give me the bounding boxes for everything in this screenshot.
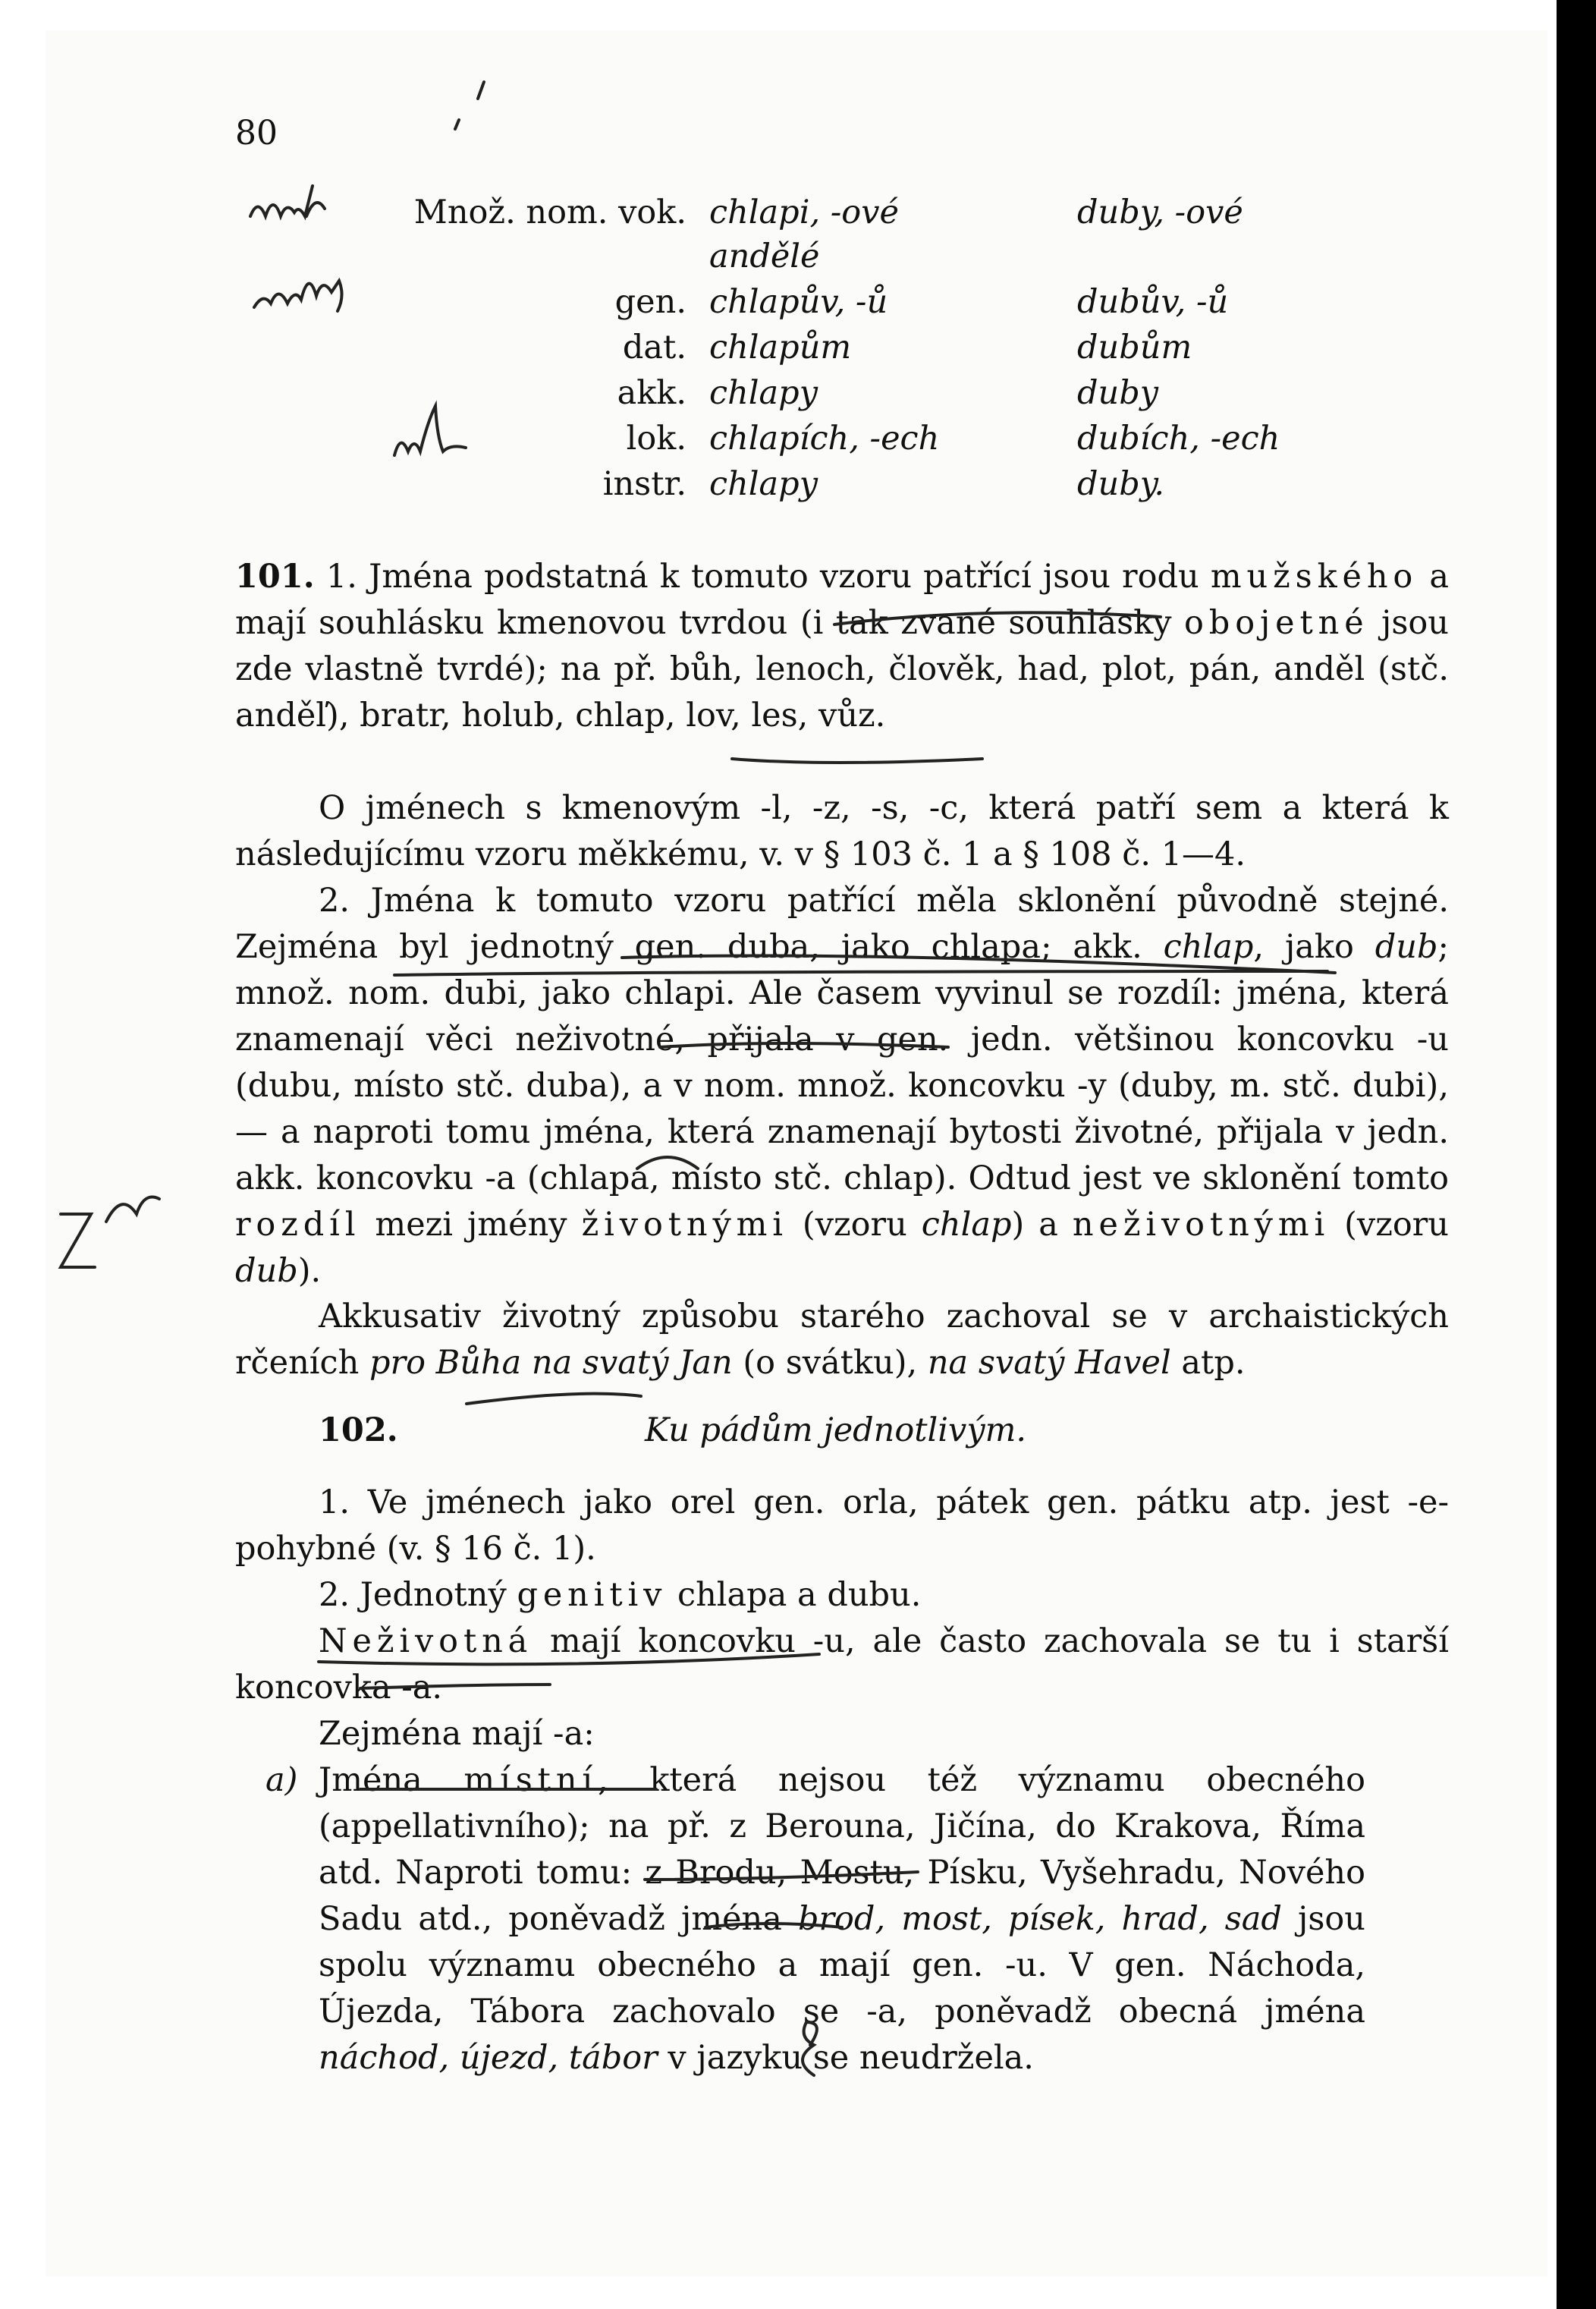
list-item-a: a) Jména místní, která nejsou též významu obecného (appellativního); na př. z Berouna, Jičína, do Krakova, Říma atd. Naproti tomu: z Brodu, Mostu, Písku, Vyšehradu, Nového Sadu atd., poněvadž jména brod, most, písek, hrad, sad jsou spolu významu obecného a mají gen. -u. V gen. Náchoda, Újezda, Tábora zachovalo se -a, poněvadž obecná jména náchod, újezd, tábor v jazyku se neudržela. bbox=[235, 1757, 1365, 2081]
chlap-form: chlapích, -ech bbox=[709, 420, 940, 458]
list-label: a) bbox=[265, 1761, 298, 1799]
page-number: 80 bbox=[235, 114, 278, 153]
case-label: Množ. nom. vok. bbox=[413, 193, 686, 231]
chlap-form: chlapům bbox=[709, 329, 852, 366]
case-label: gen. bbox=[614, 283, 686, 321]
dub-form: duby, -ové bbox=[1077, 193, 1243, 231]
paragraph-102-3: Neživotná mají koncovku -u, ale často zachovala se tu i starší koncovka -a. bbox=[235, 1622, 1449, 1707]
chlap-form: andělé bbox=[709, 238, 820, 275]
section-heading: Ku pádům jednotlivým. bbox=[645, 1411, 1027, 1449]
dub-form: duby. bbox=[1077, 465, 1164, 503]
paragraph-101-akkusativ: Akkusativ životný způsobu starého zachoval se v archaistických rčeních pro Bůha na svatý Jan (o svátku), na svatý Havel atp. bbox=[235, 1298, 1449, 1382]
dub-form: dubích, -ech bbox=[1077, 420, 1280, 458]
paragraph-101-note: O jménech s kmenovým -l, -z, -s, -c, která patří sem a která k následujícímu vzoru měkkému, v. v § 103 č. 1 a § 108 č. 1—4. bbox=[235, 789, 1449, 873]
case-label: lok. bbox=[626, 420, 686, 458]
section-number: 101. bbox=[235, 558, 315, 596]
dub-form: dubům bbox=[1077, 329, 1192, 366]
chlap-form: chlapův, -ů bbox=[709, 283, 888, 321]
case-label: dat. bbox=[622, 329, 686, 366]
scan-border bbox=[1557, 0, 1596, 2309]
chlap-form: chlapy bbox=[709, 465, 818, 503]
paragraph-101-2: 2. Jména k tomuto vzoru patřící měla sklonění původně stejné. Zejména byl jednotný gen. duba, jako chlapa; akk. chlap, jako dub; množ. nom. dubi, jako chlapi. Ale časem vyvinul se rozdíl: jména, která znamenají věci neživotné, přijala v gen. jedn. většinou koncovku -u (dubu, místo stč. duba), a v nom. množ. koncovku -y (duby, m. stč. dubi), — a naproti tomu jména, která znamenají bytosti životné, přijala v jedn. akk. koncovku -a (chlapa, místo stč. chlap). Odtud jest ve sklonění tomto rozdíl mezi jmény životnými (vzoru chlap) a neživotnými (vzoru dub). bbox=[235, 882, 1450, 1290]
chlap-form: chlapy bbox=[709, 374, 818, 412]
paragraph-102-1: 1. Ve jménech jako orel gen. orla, pátek gen. pátku atp. jest -e- pohybné (v. § 16 č. 1). bbox=[235, 1483, 1449, 1568]
dub-form: duby bbox=[1077, 374, 1159, 412]
section-102-header bbox=[235, 1411, 1449, 1457]
case-label: instr. bbox=[602, 465, 686, 503]
section-number: 102. bbox=[319, 1411, 398, 1449]
paragraph-102-2: 2. Jednotný genitiv chlapa a dubu. bbox=[319, 1576, 922, 1614]
paragraph-101-1: 101. 1. Jména podstatná k tomuto vzoru patřící jsou rodu mužského a mají souhlásku kmenovou tvrdou (i tak zvané souhlásky obojetné jsou zde vlastně tvrdé); na př. bůh, lenoch, člověk, had, plot, pán, anděl (stč. anděľ), bratr, holub, chlap, lov, les, vůz. bbox=[235, 558, 1449, 735]
dub-form: dubův, -ů bbox=[1077, 283, 1229, 321]
chlap-form: chlapi, -ové bbox=[709, 193, 899, 231]
case-label: akk. bbox=[617, 374, 686, 412]
paragraph-102-4: Zejména mají -a: bbox=[319, 1715, 595, 1753]
